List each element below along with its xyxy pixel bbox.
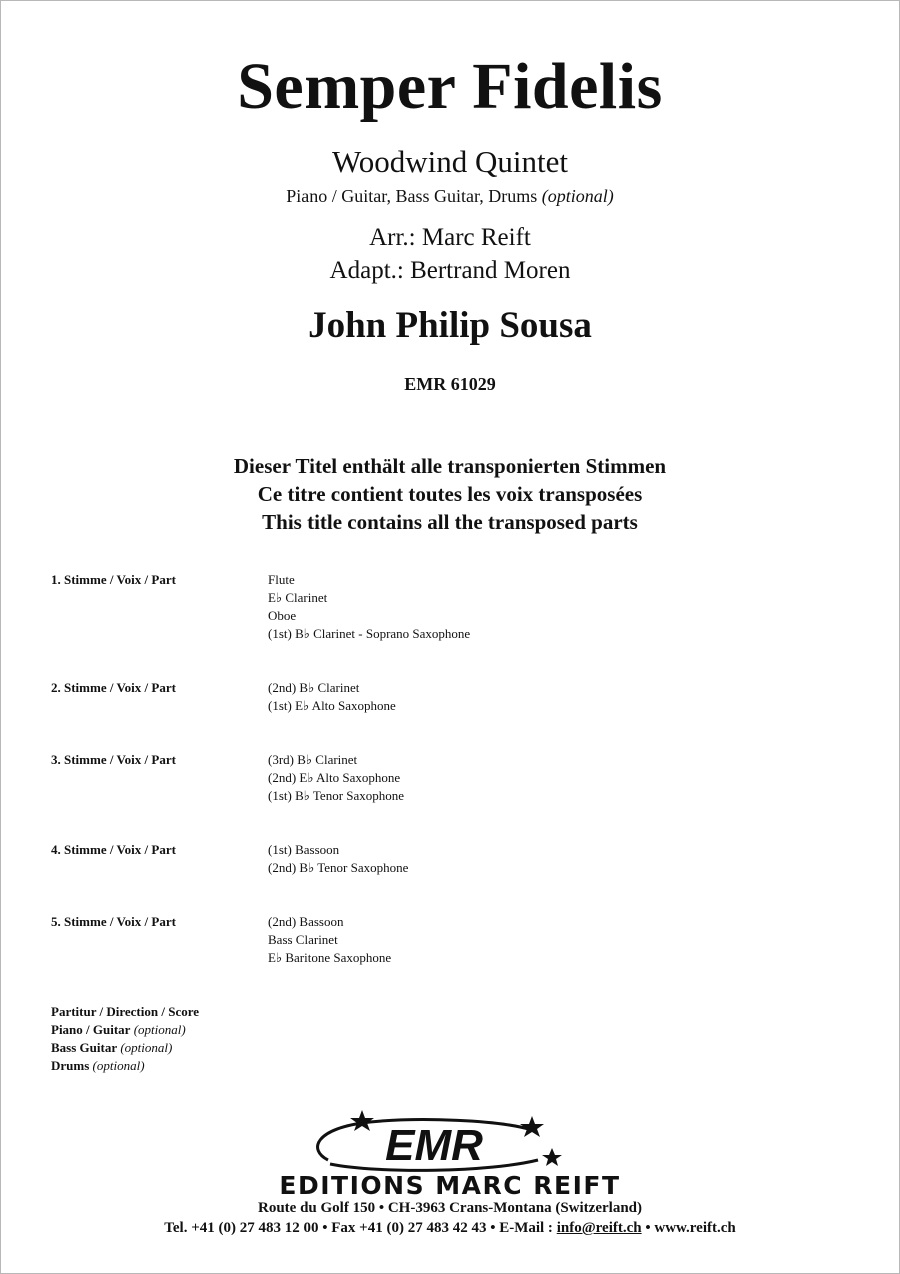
instrument-item: (2nd) E♭ Alto Saxophone bbox=[268, 770, 401, 785]
additional-part bbox=[51, 1003, 199, 1021]
logo-text: EMR bbox=[385, 1121, 483, 1170]
notice-french: Ce titre contient toutes les voix transposées bbox=[257, 482, 643, 506]
part-instrument-list bbox=[268, 751, 404, 805]
additional-part bbox=[51, 1057, 199, 1075]
star-icon bbox=[542, 1148, 562, 1166]
page-title: Semper Fidelis bbox=[237, 50, 663, 123]
star-icon bbox=[520, 1116, 544, 1137]
instrumentation-optional: (optional) bbox=[541, 186, 614, 206]
instrumentation-line bbox=[0, 184, 900, 208]
publisher-contact bbox=[0, 1218, 900, 1238]
part-instrument-list bbox=[268, 841, 408, 877]
part-instrument-list bbox=[268, 571, 470, 643]
instrument-item: (1st) B♭ Tenor Saxophone bbox=[268, 788, 405, 803]
additional-parts-list bbox=[51, 1003, 199, 1075]
notice-english: This title contains all the transposed parts bbox=[262, 510, 638, 534]
part-instrument-list bbox=[268, 679, 396, 715]
instrument-item: Flute bbox=[268, 572, 295, 587]
instrument-item: Bass Clarinet bbox=[268, 932, 338, 947]
instrument-item: (2nd) B♭ Tenor Saxophone bbox=[268, 860, 409, 875]
additional-part-label: Partitur / Direction / Score bbox=[51, 1004, 200, 1019]
contact-phone-fax: Tel. +41 (0) 27 483 12 00 • Fax +41 (0) 27 483 42 43 • E-Mail : bbox=[164, 1220, 553, 1236]
additional-part bbox=[51, 1021, 199, 1039]
part-label: 3. Stimme / Voix / Part bbox=[51, 752, 176, 767]
instrument-item: (1st) B♭ Clarinet - Soprano Saxophone bbox=[268, 626, 471, 641]
additional-part-note: (optional) bbox=[133, 1022, 186, 1037]
additional-part-note: (optional) bbox=[120, 1040, 173, 1055]
part-label: 1. Stimme / Voix / Part bbox=[51, 572, 176, 587]
notice-german: Dieser Titel enthält alle transponierten Stimmen bbox=[233, 454, 667, 478]
additional-part-label: Piano / Guitar bbox=[51, 1022, 131, 1037]
arranger-credit: Arr.: Marc Reift bbox=[369, 224, 531, 251]
email-link[interactable]: info@reift.ch bbox=[556, 1220, 642, 1236]
emr-logo bbox=[300, 1108, 570, 1176]
adapter-credit: Adapt.: Bertrand Moren bbox=[329, 257, 571, 284]
instrument-item: (2nd) B♭ Clarinet bbox=[268, 680, 360, 695]
composer-name: John Philip Sousa bbox=[308, 305, 592, 346]
instrument-item: E♭ Clarinet bbox=[268, 590, 328, 605]
additional-part-label: Bass Guitar bbox=[51, 1040, 118, 1055]
additional-part bbox=[51, 1039, 199, 1057]
instrument-item: (3rd) B♭ Clarinet bbox=[268, 752, 358, 767]
part-instrument-list bbox=[268, 913, 391, 967]
additional-part-note: (optional) bbox=[92, 1058, 145, 1073]
publisher-name: EDITIONS MARC REIFT bbox=[279, 1171, 621, 1200]
instrument-item: E♭ Baritone Saxophone bbox=[268, 950, 392, 965]
additional-part-label: Drums bbox=[51, 1058, 90, 1073]
part-label: 4. Stimme / Voix / Part bbox=[51, 842, 176, 857]
part-label: 2. Stimme / Voix / Part bbox=[51, 680, 176, 695]
instrument-item: (2nd) Bassoon bbox=[268, 914, 344, 929]
ensemble-subtitle: Woodwind Quintet bbox=[331, 144, 568, 179]
catalog-number: EMR 61029 bbox=[404, 374, 496, 394]
contact-website: • www.reift.ch bbox=[645, 1220, 736, 1236]
instrument-item: (1st) Bassoon bbox=[268, 842, 340, 857]
part-label: 5. Stimme / Voix / Part bbox=[51, 914, 176, 929]
instrument-item: Oboe bbox=[268, 608, 297, 623]
instrumentation-main: Piano / Guitar, Bass Guitar, Drums bbox=[286, 186, 538, 206]
instrument-item: (1st) E♭ Alto Saxophone bbox=[268, 698, 396, 713]
star-icon bbox=[350, 1110, 374, 1131]
publisher-address: Route du Golf 150 • CH-3963 Crans-Montana (Switzerland) bbox=[258, 1200, 642, 1216]
